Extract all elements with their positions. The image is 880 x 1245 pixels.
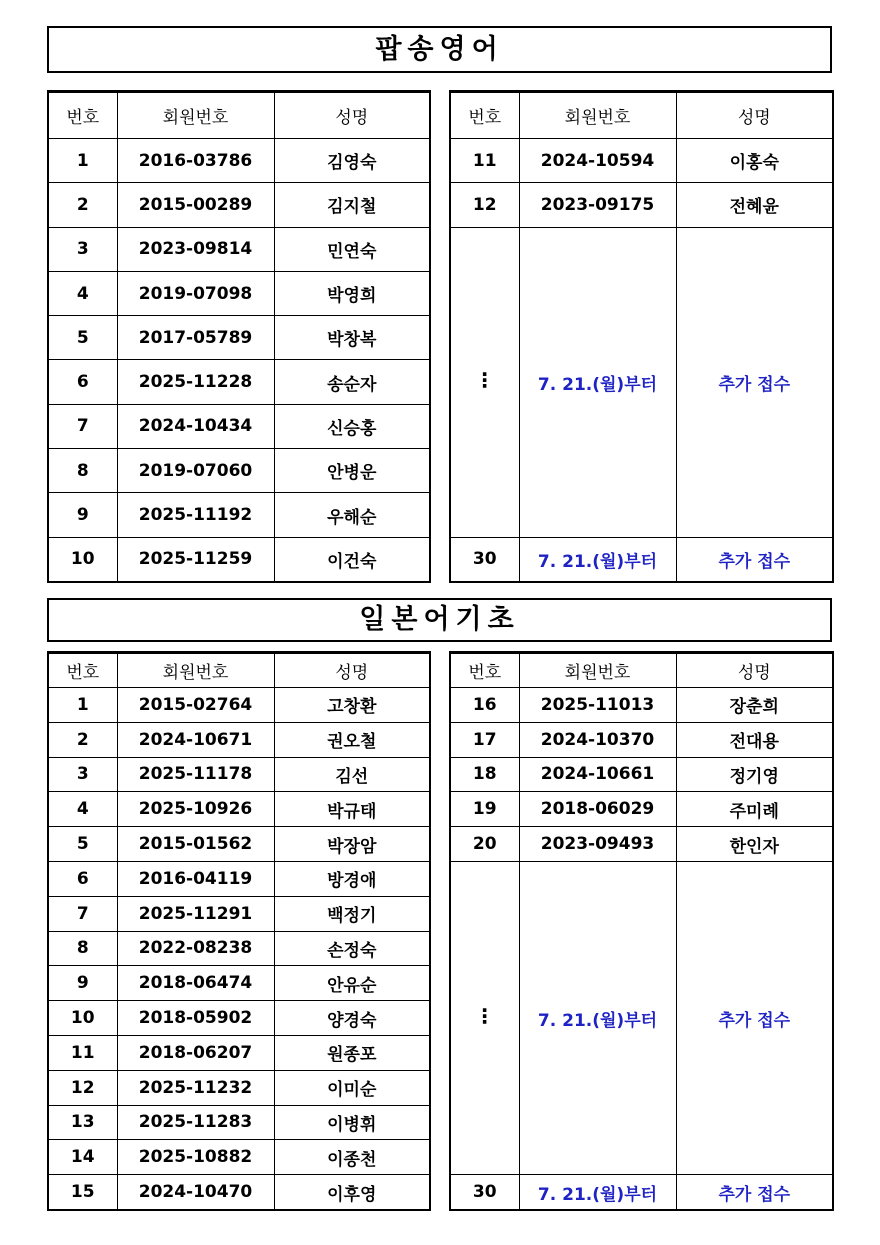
table-row <box>49 360 429 404</box>
additional-date-text: 7. 21.(월)부터 <box>519 227 676 537</box>
row-number: 10 <box>49 1001 117 1036</box>
additional-registration-note: 추가 접수 <box>676 1175 832 1210</box>
member-number: 2024-10594 <box>519 139 676 183</box>
member-name: 신승홍 <box>274 404 429 448</box>
gap-row <box>451 227 832 537</box>
table-row <box>451 139 832 183</box>
table-row <box>451 792 832 827</box>
member-name: 고창환 <box>274 688 429 723</box>
member-name: 이건숙 <box>274 537 429 581</box>
table-row <box>451 722 832 757</box>
table-row <box>49 139 429 183</box>
member-number: 2025-11178 <box>117 757 274 792</box>
member-name: 전대용 <box>676 722 832 757</box>
table-row <box>49 537 429 581</box>
member-name: 박영희 <box>274 271 429 315</box>
member-number: 2025-11228 <box>117 360 274 404</box>
table-row <box>49 1035 429 1070</box>
member-name: 민연숙 <box>274 227 429 271</box>
row-number: 15 <box>49 1175 117 1210</box>
name-header: 성명 <box>274 93 429 139</box>
row-number: 5 <box>49 827 117 862</box>
section1-right-table-box <box>449 90 834 583</box>
member-number: 2024-10370 <box>519 722 676 757</box>
member-number: 2025-10926 <box>117 792 274 827</box>
row-number: 5 <box>49 316 117 360</box>
row-number: 13 <box>49 1105 117 1140</box>
last-row <box>451 537 832 581</box>
table-row <box>451 183 832 227</box>
member-number: 2025-11192 <box>117 493 274 537</box>
member-name: 송순자 <box>274 360 429 404</box>
member-name: 박장암 <box>274 827 429 862</box>
member-no-header: 회원번호 <box>519 654 676 688</box>
member-number: 2025-11291 <box>117 896 274 931</box>
member-number: 2022-08238 <box>117 931 274 966</box>
member-name: 전혜윤 <box>676 183 832 227</box>
row-number: 12 <box>451 183 519 227</box>
member-number: 2023-09493 <box>519 827 676 862</box>
table-row <box>49 861 429 896</box>
row-number: 6 <box>49 861 117 896</box>
gap-row <box>451 861 832 1174</box>
row-number: 16 <box>451 688 519 723</box>
row-number: 30 <box>451 537 519 581</box>
row-number: 7 <box>49 404 117 448</box>
row-number: 12 <box>49 1070 117 1105</box>
row-number: 8 <box>49 449 117 493</box>
member-name: 박창복 <box>274 316 429 360</box>
table-row <box>49 1175 429 1210</box>
section1-title: 팝송영어 <box>47 26 832 73</box>
row-number: 30 <box>451 1175 519 1210</box>
section2-left-table <box>49 653 429 1210</box>
member-number: 2023-09175 <box>519 183 676 227</box>
member-name: 장춘희 <box>676 688 832 723</box>
name-header: 성명 <box>676 93 832 139</box>
row-number: 9 <box>49 966 117 1001</box>
table-row <box>49 757 429 792</box>
row-number: 3 <box>49 227 117 271</box>
member-number: 2016-04119 <box>117 861 274 896</box>
table-row <box>451 757 832 792</box>
additional-date-text: 7. 21.(월)부터 <box>519 861 676 1174</box>
table-row <box>49 1070 429 1105</box>
member-number: 2015-00289 <box>117 183 274 227</box>
member-name: 이후영 <box>274 1175 429 1210</box>
table-row <box>49 1140 429 1175</box>
member-name: 백정기 <box>274 896 429 931</box>
member-number: 2017-05789 <box>117 316 274 360</box>
additional-registration-note: 추가 접수 <box>676 537 832 581</box>
row-number: 10 <box>49 537 117 581</box>
row-number: 2 <box>49 183 117 227</box>
table-row <box>49 271 429 315</box>
section2-right-table <box>451 653 832 1210</box>
member-name: 이종천 <box>274 1140 429 1175</box>
member-number: 2024-10671 <box>117 722 274 757</box>
additional-registration-note: 추가 접수 <box>676 861 832 1174</box>
table-row <box>49 688 429 723</box>
table-row <box>49 316 429 360</box>
table-row <box>49 449 429 493</box>
row-number: 11 <box>49 1035 117 1070</box>
ellipsis-cell <box>451 227 519 537</box>
last-row <box>451 1175 832 1210</box>
row-number: 18 <box>451 757 519 792</box>
no-header: 번호 <box>451 93 519 139</box>
table-row <box>49 493 429 537</box>
member-name: 원종포 <box>274 1035 429 1070</box>
member-name: 안병운 <box>274 449 429 493</box>
table-row <box>49 1105 429 1140</box>
member-name: 이미순 <box>274 1070 429 1105</box>
ellipsis-cell <box>451 861 519 1174</box>
additional-date-text: 7. 21.(월)부터 <box>519 1175 676 1210</box>
member-name: 박규태 <box>274 792 429 827</box>
member-number: 2025-11259 <box>117 537 274 581</box>
member-name: 한인자 <box>676 827 832 862</box>
section1-left-table-box <box>47 90 431 583</box>
table-row <box>49 792 429 827</box>
no-header: 번호 <box>49 93 117 139</box>
member-no-header: 회원번호 <box>519 93 676 139</box>
additional-registration-note: 추가 접수 <box>676 227 832 537</box>
member-name: 김선 <box>274 757 429 792</box>
vertical-ellipsis-icon: ⋮ <box>474 1004 495 1029</box>
table-row <box>49 931 429 966</box>
member-number: 2019-07060 <box>117 449 274 493</box>
name-header: 성명 <box>676 654 832 688</box>
member-number: 2018-06207 <box>117 1035 274 1070</box>
table-row <box>49 966 429 1001</box>
member-name: 권오철 <box>274 722 429 757</box>
row-number: 1 <box>49 688 117 723</box>
member-number: 2018-06029 <box>519 792 676 827</box>
section1-left-table <box>49 92 429 582</box>
member-number: 2018-05902 <box>117 1001 274 1036</box>
row-number: 4 <box>49 792 117 827</box>
name-header: 성명 <box>274 654 429 688</box>
table-row <box>49 183 429 227</box>
row-number: 11 <box>451 139 519 183</box>
member-no-header: 회원번호 <box>117 654 274 688</box>
section2-title: 일본어기초 <box>47 598 832 642</box>
member-name: 김지철 <box>274 183 429 227</box>
row-number: 6 <box>49 360 117 404</box>
member-name: 정기영 <box>676 757 832 792</box>
member-name: 우해순 <box>274 493 429 537</box>
row-number: 17 <box>451 722 519 757</box>
row-number: 7 <box>49 896 117 931</box>
member-number: 2025-10882 <box>117 1140 274 1175</box>
row-number: 19 <box>451 792 519 827</box>
row-number: 14 <box>49 1140 117 1175</box>
member-number: 2015-01562 <box>117 827 274 862</box>
member-number: 2025-11232 <box>117 1070 274 1105</box>
member-number: 2024-10434 <box>117 404 274 448</box>
row-number: 1 <box>49 139 117 183</box>
row-number: 3 <box>49 757 117 792</box>
member-number: 2016-03786 <box>117 139 274 183</box>
table-header-row <box>49 654 429 688</box>
table-row <box>49 722 429 757</box>
vertical-ellipsis-icon: ⋮ <box>474 368 495 393</box>
member-name: 양경숙 <box>274 1001 429 1036</box>
member-number: 2025-11283 <box>117 1105 274 1140</box>
additional-date-text: 7. 21.(월)부터 <box>519 537 676 581</box>
member-number: 2018-06474 <box>117 966 274 1001</box>
row-number: 8 <box>49 931 117 966</box>
row-number: 20 <box>451 827 519 862</box>
section1-right-table <box>451 92 832 582</box>
member-number: 2024-10661 <box>519 757 676 792</box>
table-row <box>49 896 429 931</box>
section2-left-table-box <box>47 651 431 1211</box>
no-header: 번호 <box>451 654 519 688</box>
no-header: 번호 <box>49 654 117 688</box>
member-name: 김영숙 <box>274 139 429 183</box>
member-name: 주미례 <box>676 792 832 827</box>
table-row <box>49 227 429 271</box>
table-row <box>451 688 832 723</box>
row-number: 9 <box>49 493 117 537</box>
member-name: 이홍숙 <box>676 139 832 183</box>
member-number: 2025-11013 <box>519 688 676 723</box>
table-header-row <box>451 654 832 688</box>
member-name: 방경애 <box>274 861 429 896</box>
member-number: 2023-09814 <box>117 227 274 271</box>
table-row <box>49 404 429 448</box>
member-number: 2024-10470 <box>117 1175 274 1210</box>
row-number: 4 <box>49 271 117 315</box>
row-number: 2 <box>49 722 117 757</box>
member-name: 손정숙 <box>274 931 429 966</box>
section2-right-table-box <box>449 651 834 1211</box>
table-header-row <box>451 93 832 139</box>
member-number: 2019-07098 <box>117 271 274 315</box>
table-header-row <box>49 93 429 139</box>
member-number: 2015-02764 <box>117 688 274 723</box>
table-row <box>49 1001 429 1036</box>
table-row <box>49 827 429 862</box>
table-row <box>451 827 832 862</box>
member-name: 안유순 <box>274 966 429 1001</box>
member-no-header: 회원번호 <box>117 93 274 139</box>
member-name: 이병휘 <box>274 1105 429 1140</box>
